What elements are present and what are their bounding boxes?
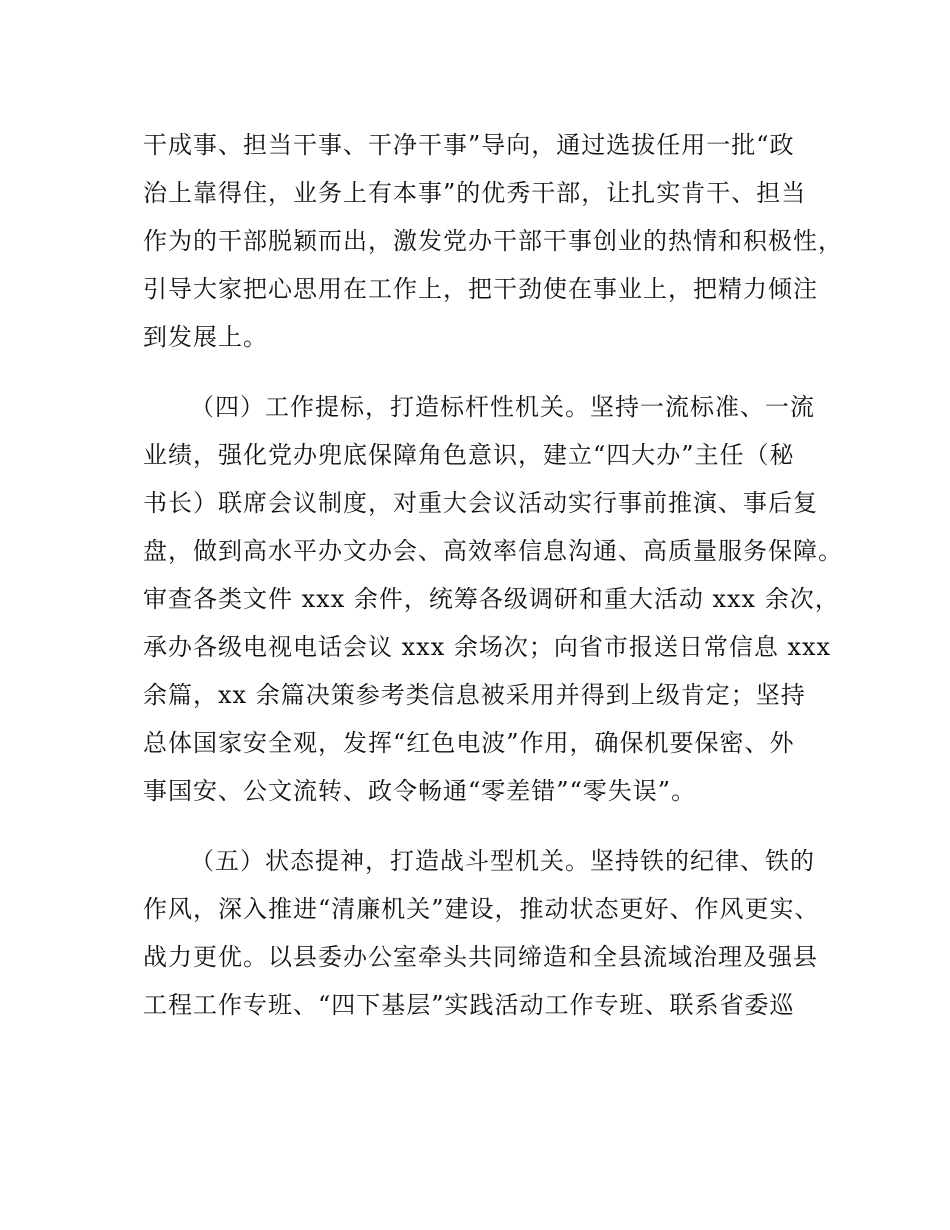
text-line: 承办各级电视电话会议 xxx 余场次；向省市报送日常信息 xxx <box>143 633 832 661</box>
text-line: 工程工作专班、“四下基层”实践活动工作专班、联系省委巡 <box>143 991 795 1019</box>
text-line: 治上靠得住，业务上有本事”的优秀干部，让扎实肯干、担当 <box>143 179 807 207</box>
text-line: 业绩，强化党办兜底保障角色意识，建立“四大办”主任（秘 <box>143 441 795 469</box>
text-line: 余篇，xx 余篇决策参考类信息被采用并得到上级肯定；坚持 <box>143 681 806 709</box>
text-line: 战力更优。以县委办公室牵头共同缔造和全县流域治理及强县 <box>143 943 818 971</box>
text-line: 到发展上。 <box>143 323 268 351</box>
text-line: 干成事、担当干事、干净干事”导向，通过选拔任用一批“政 <box>143 131 795 159</box>
text-line: 作为的干部脱颖而出，激发党办干部干事创业的热情和积极性， <box>143 227 843 255</box>
text-line: 作风，深入推进“清廉机关”建设，推动状态更好、作风更实、 <box>143 895 820 923</box>
paragraph-heading-line: （五）状态提神，打造战斗型机关。坚持铁的纪律、铁的 <box>190 847 815 875</box>
paragraph-heading-line: （四）工作提标，打造标杆性机关。坚持一流标准、一流 <box>190 393 815 421</box>
text-line: 事国安、公文流转、政令畅通“零差错”“零失误”。 <box>143 777 697 805</box>
text-line: 审查各类文件 xxx 余件，统筹各级调研和重大活动 xxx 余次， <box>143 585 840 613</box>
text-line: 盘，做到高水平办文办会、高效率信息沟通、高质量服务保障。 <box>143 537 843 565</box>
text-line: 总体国家安全观，发挥“红色电波”作用，确保机要保密、外 <box>143 729 795 757</box>
text-line: 引导大家把心思用在工作上，把干劲使在事业上，把精力倾注 <box>143 275 818 303</box>
text-line: 书长）联席会议制度，对重大会议活动实行事前推演、事后复 <box>143 489 818 517</box>
